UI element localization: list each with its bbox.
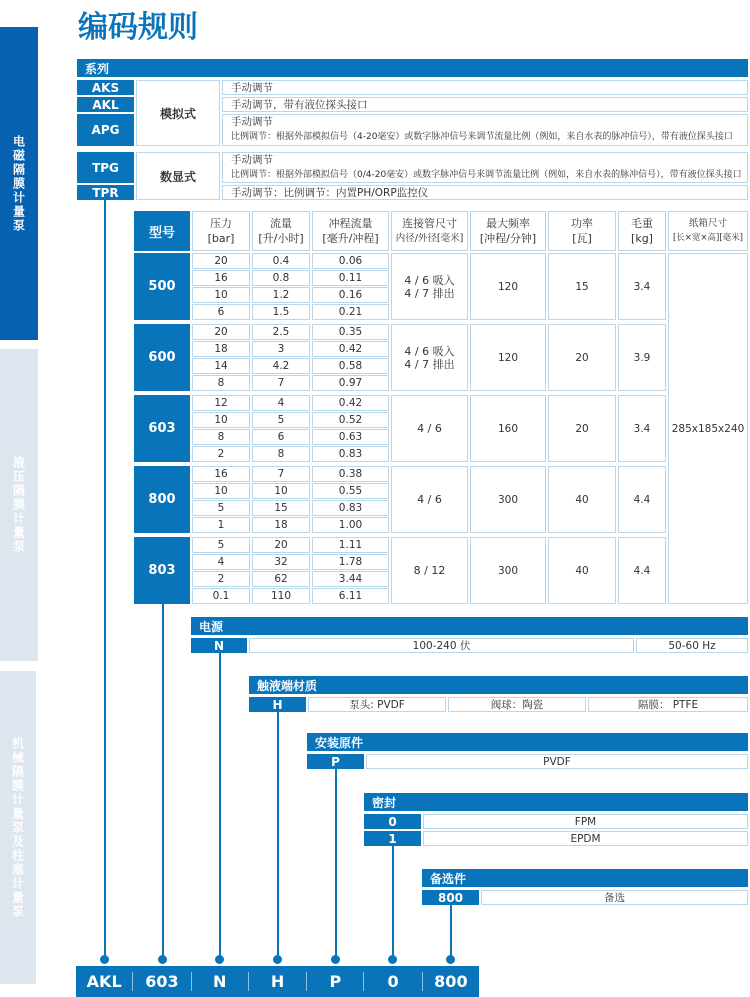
header-model: 型号 bbox=[134, 211, 190, 251]
desc-text: 手动调节 bbox=[231, 82, 273, 94]
pressure-cell: 10 bbox=[192, 412, 250, 428]
connector-line-seal bbox=[392, 846, 394, 960]
connector-dot bbox=[388, 955, 397, 964]
connection-line: 4 / 6 吸入 bbox=[404, 344, 455, 358]
pressure-cell: 6 bbox=[192, 304, 250, 320]
stroke-volume-cell: 1.78 bbox=[312, 554, 389, 570]
connector-line-material bbox=[277, 712, 279, 960]
connection-line: 8 / 12 bbox=[413, 564, 446, 577]
header-text: 最大频率 bbox=[486, 217, 530, 230]
flow-cell: 5 bbox=[252, 412, 310, 428]
weight-cell: 3.4 bbox=[618, 253, 666, 320]
connector-dot bbox=[273, 955, 282, 964]
header-text: 功率 bbox=[571, 217, 593, 230]
seal-code-0[interactable]: 0 bbox=[364, 814, 421, 829]
pressure-cell: 2 bbox=[192, 571, 250, 587]
connector-dot bbox=[158, 955, 167, 964]
header-unit: 内径/外径[毫米] bbox=[395, 233, 464, 244]
pressure-cell: 8 bbox=[192, 375, 250, 391]
side-tab-electromagnetic[interactable] bbox=[0, 27, 38, 340]
pressure-cell: 20 bbox=[192, 253, 250, 269]
seal-header: 密封 bbox=[364, 793, 748, 811]
power-voltage: 100-240 伏 bbox=[249, 638, 634, 653]
flow-cell: 62 bbox=[252, 571, 310, 587]
stroke-volume-cell: 0.11 bbox=[312, 270, 389, 286]
header-text: 毛重 bbox=[631, 217, 653, 230]
power-cell: 40 bbox=[548, 466, 616, 533]
flow-cell: 1.2 bbox=[252, 287, 310, 303]
side-tab-hydraulic[interactable] bbox=[0, 349, 38, 661]
flow-cell: 1.5 bbox=[252, 304, 310, 320]
max-frequency-cell: 300 bbox=[470, 466, 546, 533]
code-segment-material: H bbox=[249, 972, 307, 991]
connection-line: 4 / 7 排出 bbox=[404, 357, 455, 371]
header-power bbox=[548, 211, 616, 251]
pressure-cell: 2 bbox=[192, 446, 250, 462]
header-text: 冲程流量 bbox=[328, 217, 373, 230]
side-tab-label: 液压隔膜计量泵 bbox=[11, 456, 26, 554]
desc-text: 比例调节：根据外部模拟信号（4-20毫安）或数字脉冲信号来调节流量比例（例如，来自水表的脉冲信号），带有液位探头接口 bbox=[231, 132, 733, 142]
header-carton bbox=[668, 211, 748, 251]
page-title: 编码规则 bbox=[78, 10, 198, 45]
code-segment-options: 800 bbox=[434, 972, 468, 991]
flow-cell: 4.2 bbox=[252, 358, 310, 374]
header-unit: [长×宽×高][毫米] bbox=[672, 233, 743, 243]
fittings-code[interactable]: P bbox=[307, 754, 364, 769]
flow-cell: 32 bbox=[252, 554, 310, 570]
model-code-500[interactable]: 500 bbox=[134, 253, 190, 320]
seal-value-1: EPDM bbox=[423, 831, 748, 846]
connection-cell bbox=[391, 395, 468, 462]
pressure-cell: 20 bbox=[192, 324, 250, 340]
connector-dot bbox=[100, 955, 109, 964]
desc-text: 手动调节：比例调节：内置PH/ORP监控仪 bbox=[231, 187, 429, 199]
flow-cell: 0.8 bbox=[252, 270, 310, 286]
valve-ball-material: 阀球：陶瓷 bbox=[448, 697, 586, 712]
power-cell: 20 bbox=[548, 324, 616, 391]
desc-text: 手动调节，带有液位探头接口 bbox=[231, 99, 368, 111]
connection-line: 4 / 7 排出 bbox=[404, 286, 455, 300]
header-text: 连接管尺寸 bbox=[402, 217, 457, 230]
series-code-aks[interactable]: AKS bbox=[77, 80, 134, 95]
pressure-cell: 5 bbox=[192, 500, 250, 516]
pressure-cell: 18 bbox=[192, 341, 250, 357]
flow-cell: 8 bbox=[252, 446, 310, 462]
stroke-volume-cell: 0.42 bbox=[312, 395, 389, 411]
code-segment-power: N bbox=[192, 972, 249, 991]
connector-line-fittings bbox=[335, 769, 337, 960]
series-desc-aks bbox=[222, 80, 748, 95]
pressure-cell: 4 bbox=[192, 554, 250, 570]
model-code-800[interactable]: 800 bbox=[134, 466, 190, 533]
flow-cell: 20 bbox=[252, 537, 310, 553]
series-desc-tpg bbox=[222, 152, 748, 183]
header-max-frequency bbox=[470, 211, 546, 251]
connector-line-power bbox=[219, 653, 221, 960]
desc-text: 手动调节 bbox=[231, 153, 273, 166]
series-desc-akl bbox=[222, 97, 748, 112]
stroke-volume-cell: 0.38 bbox=[312, 466, 389, 482]
stroke-volume-cell: 0.97 bbox=[312, 375, 389, 391]
stroke-volume-cell: 0.42 bbox=[312, 341, 389, 357]
connector-dot bbox=[331, 955, 340, 964]
code-example-bar bbox=[76, 966, 479, 997]
flow-cell: 10 bbox=[252, 483, 310, 499]
power-cell: 20 bbox=[548, 395, 616, 462]
model-code-803[interactable]: 803 bbox=[134, 537, 190, 604]
header-stroke-volume bbox=[312, 211, 389, 251]
flow-cell: 3 bbox=[252, 341, 310, 357]
model-code-603[interactable]: 603 bbox=[134, 395, 190, 462]
stroke-volume-cell: 0.58 bbox=[312, 358, 389, 374]
series-desc-apg bbox=[222, 114, 748, 146]
desc-text: 比例调节：根据外部模拟信号（0/4-20毫安）或数字脉冲信号来调节流量比例（例如，来自水表的脉冲信号），带有液位探头接口 bbox=[231, 169, 742, 180]
carton-size: 285x185x240 bbox=[671, 422, 745, 435]
pressure-cell: 1 bbox=[192, 517, 250, 533]
connector-dot bbox=[215, 955, 224, 964]
connector-line-series bbox=[104, 200, 106, 960]
flow-cell: 0.4 bbox=[252, 253, 310, 269]
max-frequency-cell: 120 bbox=[470, 253, 546, 320]
stroke-volume-cell: 6.11 bbox=[312, 588, 389, 604]
power-cell: 15 bbox=[548, 253, 616, 320]
connector-line-options bbox=[450, 905, 452, 960]
weight-cell: 3.9 bbox=[618, 324, 666, 391]
connection-cell bbox=[391, 466, 468, 533]
header-unit: [升/小时] bbox=[258, 232, 304, 245]
weight-cell: 3.4 bbox=[618, 395, 666, 462]
side-tab-label: 电磁隔膜计量泵 bbox=[11, 134, 26, 233]
pressure-cell: 12 bbox=[192, 395, 250, 411]
pressure-cell: 5 bbox=[192, 537, 250, 553]
series-type-analog bbox=[136, 80, 220, 146]
header-text: 压力 bbox=[210, 217, 232, 230]
side-tab-label: 机械隔膜计量泵及柱塞计量泵 bbox=[10, 736, 25, 919]
connection-cell bbox=[391, 324, 468, 391]
pressure-cell: 16 bbox=[192, 270, 250, 286]
weight-cell: 4.4 bbox=[618, 466, 666, 533]
connector-dot bbox=[446, 955, 455, 964]
connection-cell bbox=[391, 253, 468, 320]
stroke-volume-cell: 0.83 bbox=[312, 446, 389, 462]
pressure-cell: 0.1 bbox=[192, 588, 250, 604]
stroke-volume-cell: 0.21 bbox=[312, 304, 389, 320]
series-code-tpg[interactable]: TPG bbox=[77, 152, 134, 183]
header-unit: [bar] bbox=[207, 232, 235, 245]
stroke-volume-cell: 0.52 bbox=[312, 412, 389, 428]
flow-cell: 7 bbox=[252, 466, 310, 482]
power-header: 电源 bbox=[191, 617, 748, 635]
seal-value-0: FPM bbox=[423, 814, 748, 829]
side-tab-mechanical[interactable] bbox=[0, 671, 36, 984]
header-unit: [kg] bbox=[631, 232, 653, 245]
flow-cell: 15 bbox=[252, 500, 310, 516]
stroke-volume-cell: 3.44 bbox=[312, 571, 389, 587]
series-code-tpr[interactable]: TPR bbox=[77, 185, 134, 200]
connection-line: 4 / 6 bbox=[417, 422, 442, 435]
stroke-volume-cell: 0.35 bbox=[312, 324, 389, 340]
pressure-cell: 16 bbox=[192, 466, 250, 482]
header-text: 流量 bbox=[270, 217, 292, 230]
series-code-akl[interactable]: AKL bbox=[77, 97, 134, 112]
pressure-cell: 14 bbox=[192, 358, 250, 374]
connection-cell bbox=[391, 537, 468, 604]
header-pressure bbox=[192, 211, 250, 251]
fittings-header: 安装原件 bbox=[307, 733, 748, 751]
stroke-volume-cell: 0.06 bbox=[312, 253, 389, 269]
code-segment-fittings: P bbox=[307, 972, 364, 991]
flow-cell: 6 bbox=[252, 429, 310, 445]
pump-head-material: 泵头: PVDF bbox=[308, 697, 446, 712]
header-unit: [毫升/冲程] bbox=[322, 232, 379, 245]
options-value: 备选 bbox=[481, 890, 748, 905]
connector-line-model bbox=[162, 604, 164, 960]
diaphragm-material: 隔膜： PTFE bbox=[588, 697, 748, 712]
series-desc-tpr bbox=[222, 185, 748, 200]
flow-cell: 2.5 bbox=[252, 324, 310, 340]
stroke-volume-cell: 0.83 bbox=[312, 500, 389, 516]
pressure-cell: 10 bbox=[192, 287, 250, 303]
flow-cell: 18 bbox=[252, 517, 310, 533]
header-unit: [瓦] bbox=[572, 232, 592, 245]
weight-cell: 4.4 bbox=[618, 537, 666, 604]
fittings-value: PVDF bbox=[366, 754, 748, 769]
header-text: 纸箱尺寸 bbox=[688, 218, 727, 229]
series-code-apg[interactable]: APG bbox=[77, 114, 134, 146]
desc-text: 手动调节 bbox=[231, 116, 273, 128]
options-header: 备选件 bbox=[422, 869, 748, 887]
connection-line: 4 / 6 bbox=[417, 493, 442, 506]
flow-cell: 4 bbox=[252, 395, 310, 411]
series-type-digital bbox=[136, 152, 220, 200]
flow-cell: 110 bbox=[252, 588, 310, 604]
series-type-label: 数显式 bbox=[159, 169, 196, 184]
stroke-volume-cell: 1.11 bbox=[312, 537, 389, 553]
stroke-volume-cell: 0.55 bbox=[312, 483, 389, 499]
series-header: 系列 bbox=[77, 59, 748, 77]
max-frequency-cell: 120 bbox=[470, 324, 546, 391]
pressure-cell: 10 bbox=[192, 483, 250, 499]
seal-code-1[interactable]: 1 bbox=[364, 831, 421, 846]
code-segment-series: AKL bbox=[76, 972, 133, 991]
power-code[interactable]: N bbox=[191, 638, 247, 653]
model-code-600[interactable]: 600 bbox=[134, 324, 190, 391]
stroke-volume-cell: 1.00 bbox=[312, 517, 389, 533]
flow-cell: 7 bbox=[252, 375, 310, 391]
series-type-label: 模拟式 bbox=[159, 106, 196, 121]
max-frequency-cell: 160 bbox=[470, 395, 546, 462]
max-frequency-cell: 300 bbox=[470, 537, 546, 604]
power-frequency: 50-60 Hz bbox=[636, 638, 748, 653]
power-cell: 40 bbox=[548, 537, 616, 604]
code-segment-model: 603 bbox=[133, 972, 191, 991]
wetted-material-header: 触液端材质 bbox=[249, 676, 748, 694]
header-unit: [冲程/分钟] bbox=[479, 232, 537, 245]
code-segment-seal: 0 bbox=[364, 972, 422, 991]
header-weight bbox=[618, 211, 666, 251]
pressure-cell: 8 bbox=[192, 429, 250, 445]
connection-line: 4 / 6 吸入 bbox=[404, 273, 455, 287]
header-flow bbox=[252, 211, 310, 251]
stroke-volume-cell: 0.16 bbox=[312, 287, 389, 303]
wetted-material-code[interactable]: H bbox=[249, 697, 306, 712]
header-connection bbox=[391, 211, 468, 251]
stroke-volume-cell: 0.63 bbox=[312, 429, 389, 445]
options-code[interactable]: 800 bbox=[422, 890, 479, 905]
carton-size-cell bbox=[668, 253, 748, 604]
